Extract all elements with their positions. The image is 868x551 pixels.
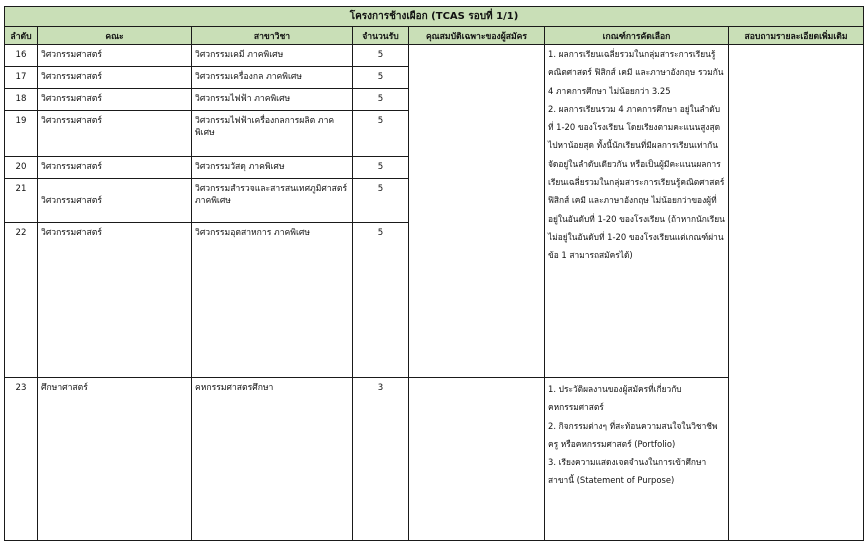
- header-faculty: คณะ: [38, 27, 192, 45]
- row-number: 17: [5, 67, 38, 89]
- header-major: สาขาวิชา: [192, 27, 353, 45]
- row-number: 21: [5, 179, 38, 223]
- header-seats: จำนวนรับ: [353, 27, 409, 45]
- row-major: วิศวกรรมไฟฟ้า ภาคพิเศษ: [192, 89, 353, 111]
- row-faculty: วิศวกรรมศาสตร์: [38, 111, 192, 157]
- row-major: วิศวกรรมวัสดุ ภาคพิเศษ: [192, 157, 353, 179]
- row-seats: 5: [353, 45, 409, 67]
- qualifications-cell: [409, 45, 545, 378]
- table-row: [5, 45, 864, 67]
- header-order: ลำดับ: [5, 27, 38, 45]
- row-seats: 5: [353, 89, 409, 111]
- row-seats: 5: [353, 157, 409, 179]
- row-number: 16: [5, 45, 38, 67]
- row-major: วิศวกรรมเคมี ภาคพิเศษ: [192, 45, 353, 67]
- row-number: 19: [5, 111, 38, 157]
- row-major: คหกรรมศาสตรศึกษา: [192, 378, 353, 541]
- admission-table-container: [4, 6, 864, 541]
- criteria-item: 1. ผลการเรียนเฉลี่ยรวมในกลุ่มสาระการเรียนรู้คณิตศาสตร์ ฟิสิกส์ เคมี และภาษาอังกฤษ รวมกัน 4 ภาคการศึกษา ไม่น้อยกว่า 3.25: [548, 49, 724, 96]
- header-qualifications: คุณสมบัติเฉพาะของผู้สมัคร: [409, 27, 545, 45]
- criteria-item: 2. ผลการเรียนรวม 4 ภาคการศึกษา อยู่ในลำดับที่ 1-20 ของโรงเรียน โดยเรียงตามคะแนนสูงสุดไปหาน้อยสุด ทั้งนี้นักเรียนที่มีผลการเรียนเท่ากันจัดอยู่ในลำดับเดียวกัน หรือเป็นผู้มีคะแนนผลการเรียนเฉลี่ยรวมในกลุ่มสาระการเรียนรู้คณิตศาสตร์ ฟิสิกส์ เคมี และภาษาอังกฤษ ไม่น้อยกว่าของผู้ที่อยู่ในอันดับที่ 1-20 ของโรงเรียน (ถ้าหากนักเรียนไม่อยู่ในอันดับที่ 1-20 ของโรงเรียนแต่เกณฑ์ผ่านข้อ 1 สามารถสมัครได้): [548, 103, 725, 261]
- qualifications-cell: [409, 378, 545, 541]
- row-major: วิศวกรรมอุตสาหการ ภาคพิเศษ: [192, 223, 353, 378]
- header-criteria: เกณฑ์การคัดเลือก: [545, 27, 729, 45]
- row-seats: 5: [353, 111, 409, 157]
- row-faculty: วิศวกรรมศาสตร์: [38, 45, 192, 67]
- row-seats: 5: [353, 67, 409, 89]
- row-seats: 3: [353, 378, 409, 541]
- criteria-cell-education: [545, 378, 729, 541]
- row-seats: 5: [353, 179, 409, 223]
- row-seats: 5: [353, 223, 409, 378]
- row-faculty: วิศวกรรมศาสตร์: [38, 223, 192, 378]
- row-faculty: วิศวกรรมศาสตร์: [38, 179, 192, 223]
- row-faculty: วิศวกรรมศาสตร์: [38, 89, 192, 111]
- row-major: วิศวกรรมเครื่องกล ภาคพิเศษ: [192, 67, 353, 89]
- row-major: วิศวกรรมไฟฟ้าเครื่องกลการผลิต ภาคพิเศษ: [192, 111, 353, 157]
- criteria-item: 3. เรียงความแสดงเจตจำนงในการเข้าศึกษาสาขานี้ (Statement of Purpose): [548, 457, 707, 486]
- row-faculty: วิศวกรรมศาสตร์: [38, 157, 192, 179]
- row-faculty: วิศวกรรมศาสตร์: [38, 67, 192, 89]
- criteria-item: 1. ประวัติผลงานของผู้สมัครที่เกี่ยวกับคหกรรมศาสตร์: [548, 384, 682, 413]
- contact-cell: [729, 45, 864, 541]
- table-title: โครงการช้างเผือก (TCAS รอบที่ 1/1): [5, 7, 864, 27]
- row-faculty: ศึกษาศาสตร์: [38, 378, 192, 541]
- criteria-cell-engineering: [545, 45, 729, 378]
- admission-table: [4, 6, 864, 541]
- row-number: 18: [5, 89, 38, 111]
- row-major: วิศวกรรมสำรวจและสารสนเทศภูมิศาสตร์ ภาคพิเศษ: [192, 179, 353, 223]
- header-contact: สอบถามรายละเอียดเพิ่มเติม: [729, 27, 864, 45]
- criteria-item: 2. กิจกรรมต่างๆ ที่สะท้อนความสนใจในวิชาชีพครู หรือคหกรรมศาสตร์ (Portfolio): [548, 420, 718, 449]
- row-number: 22: [5, 223, 38, 378]
- row-number: 20: [5, 157, 38, 179]
- row-number: 23: [5, 378, 38, 541]
